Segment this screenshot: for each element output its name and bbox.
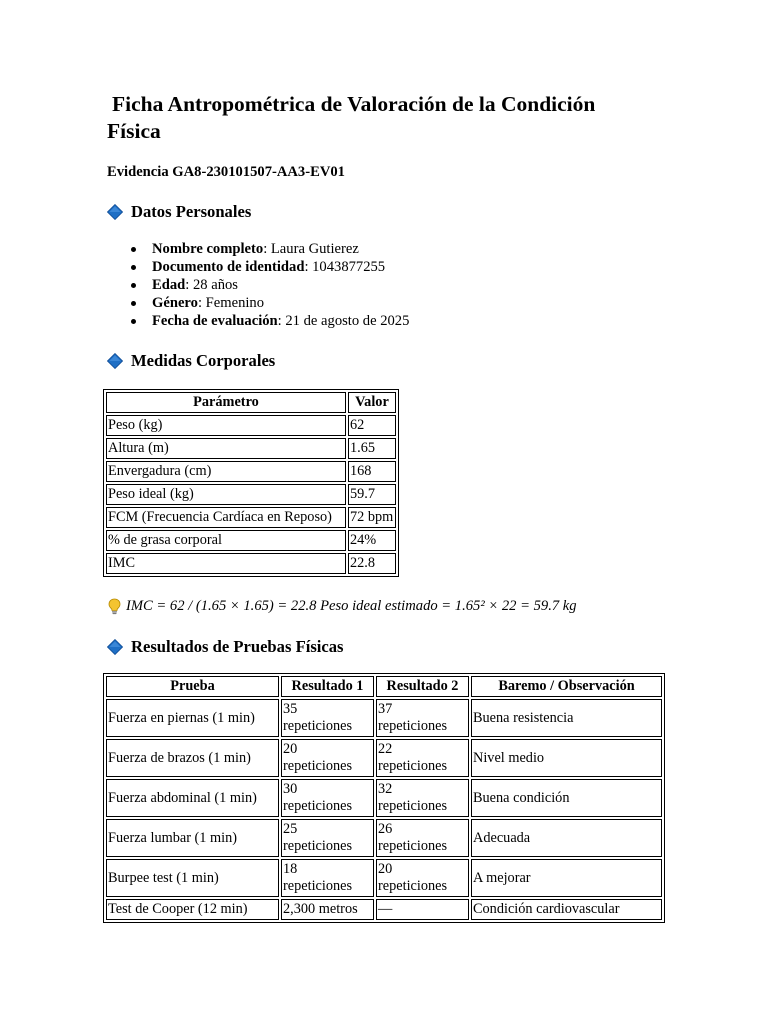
cell-test: Fuerza en piernas (1 min) [106,699,279,737]
cell-parameter: Peso (kg) [106,415,346,436]
table-row [106,553,396,574]
calculation-note [107,597,577,615]
physical-tests-table [103,673,665,923]
result-unit: repeticiones [283,878,353,894]
result-unit: repeticiones [378,798,448,814]
title-line-2: Física [107,119,161,143]
physical-tests-heading [107,637,344,657]
result-unit: repeticiones [378,718,448,734]
cell-test: Fuerza abdominal (1 min) [106,779,279,817]
list-item-value: : Laura Gutierez [263,241,359,257]
cell-parameter: Peso ideal (kg) [106,484,346,505]
cell-value: 168 [348,461,396,482]
result-unit: repeticiones [378,758,448,774]
cell-result-1 [281,779,374,817]
list-item-label: Género [152,295,198,311]
result-value: 37 [378,701,393,717]
list-item [107,276,409,294]
list-item [107,312,409,330]
list-item [107,258,409,276]
personal-data-heading [107,202,251,222]
result-unit: repeticiones [283,718,353,734]
list-item-value: : 21 de agosto de 2025 [277,313,410,329]
result-unit: repeticiones [283,758,353,774]
list-item-label: Nombre completo [152,241,264,257]
cell-result-2 [376,699,469,737]
cell-observation: Nivel medio [471,739,662,777]
table-row [106,530,396,551]
body-measures-heading-text: Medidas Corporales [131,351,276,370]
cell-test: Test de Cooper (12 min) [106,899,279,920]
cell-test: Burpee test (1 min) [106,859,279,897]
physical-tests-heading-text: Resultados de Pruebas Físicas [131,637,344,656]
cell-value: 1.65 [348,438,396,459]
table-row [106,484,396,505]
cell-result-2 [376,739,469,777]
table-row [106,699,662,737]
column-header-value: Valor [348,392,396,413]
result-value: 20 [283,741,298,757]
table-row [106,461,396,482]
result-unit: repeticiones [378,838,448,854]
lightbulb-icon [107,598,122,615]
cell-result-2 [376,779,469,817]
result-value: 18 [283,861,298,877]
diamond-icon [107,204,123,220]
cell-value: 62 [348,415,396,436]
result-value: 32 [378,781,393,797]
column-header-result-1: Resultado 1 [281,676,374,697]
cell-observation: Adecuada [471,819,662,857]
cell-parameter: Altura (m) [106,438,346,459]
list-item-value: : Femenino [197,295,265,311]
diamond-icon [107,639,123,655]
result-value: 20 [378,861,393,877]
cell-value: 59.7 [348,484,396,505]
page-title [107,91,667,145]
cell-result-1 [281,739,374,777]
column-header-parameter: Parámetro [106,392,346,413]
table-row [106,819,662,857]
cell-value: 22.8 [348,553,396,574]
cell-result-1: 2,300 metros [281,899,374,920]
list-item-label: Fecha de evaluación [152,313,278,329]
list-item-label: Documento de identidad [152,259,305,275]
cell-test: Fuerza lumbar (1 min) [106,819,279,857]
result-unit: repeticiones [378,878,448,894]
list-item-label: Edad [152,277,186,293]
cell-value: 72 bpm [348,507,396,528]
cell-observation: Buena resistencia [471,699,662,737]
cell-parameter: IMC [106,553,346,574]
list-item [107,294,409,312]
personal-data-heading-text: Datos Personales [131,202,252,221]
personal-data-list [107,240,409,330]
result-value: 26 [378,821,393,837]
cell-parameter: Envergadura (cm) [106,461,346,482]
cell-result-1 [281,859,374,897]
table-row [106,438,396,459]
cell-observation: Condición cardiovascular [471,899,662,920]
cell-observation: Buena condición [471,779,662,817]
result-unit: repeticiones [283,798,353,814]
table-row [106,899,662,920]
cell-result-2 [376,859,469,897]
body-measures-table [103,389,399,577]
list-item-value: : 28 años [185,277,238,293]
title-line-1: Ficha Antropométrica de Valoración de la Condición [112,92,596,116]
cell-result-1 [281,819,374,857]
table-row [106,779,662,817]
list-item [107,240,409,258]
table-row [106,739,662,777]
cell-result-1 [281,699,374,737]
result-value: 25 [283,821,298,837]
result-value: 22 [378,741,393,757]
result-value: 35 [283,701,298,717]
cell-test: Fuerza de brazos (1 min) [106,739,279,777]
cell-result-2 [376,819,469,857]
cell-observation: A mejorar [471,859,662,897]
cell-result-2: — [376,899,469,920]
calculation-note-text: IMC = 62 / (1.65 × 1.65) = 22.8 Peso ideal estimado = 1.65² × 22 = 59.7 kg [126,598,577,614]
list-item-value: : 1043877255 [304,259,386,275]
result-value: 30 [283,781,298,797]
result-unit: repeticiones [283,838,353,854]
cell-value: 24% [348,530,396,551]
table-header-row [106,676,662,697]
evidence-code: Evidencia GA8-230101507-AA3-EV01 [107,164,345,180]
table-header-row [106,392,396,413]
column-header-test: Prueba [106,676,279,697]
table-row [106,507,396,528]
diamond-icon [107,353,123,369]
body-measures-heading [107,351,275,371]
cell-parameter: % de grasa corporal [106,530,346,551]
column-header-observation: Baremo / Observación [471,676,662,697]
table-row [106,415,396,436]
table-row [106,859,662,897]
cell-parameter: FCM (Frecuencia Cardíaca en Reposo) [106,507,346,528]
column-header-result-2: Resultado 2 [376,676,469,697]
